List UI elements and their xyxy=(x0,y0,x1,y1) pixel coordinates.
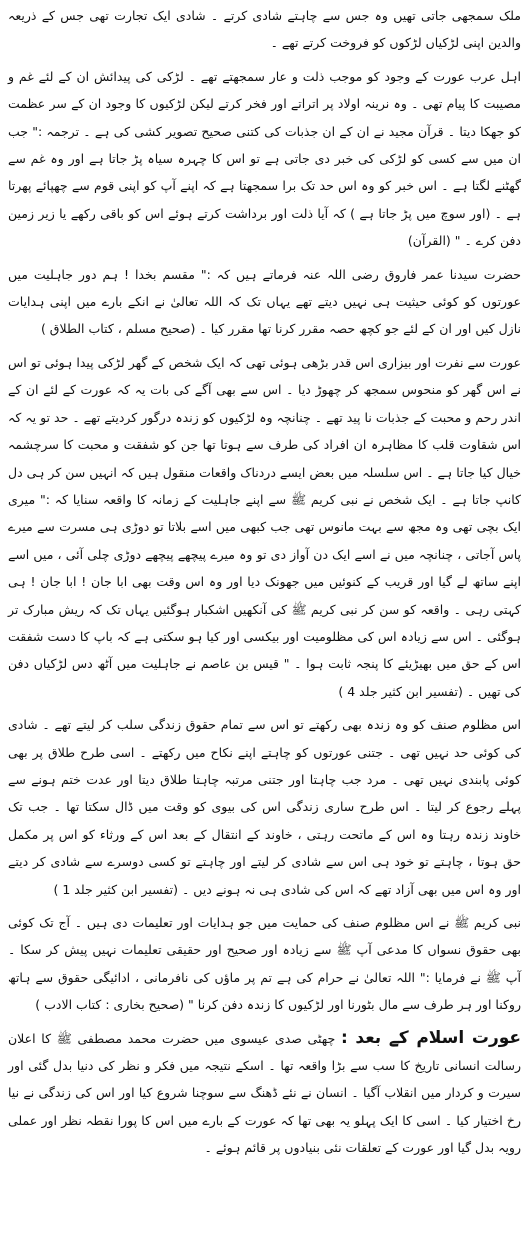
paragraph-5: اس مظلوم صنف کو وہ زندہ بھی رکھتے تو اس سے تمام حقوق زندگی سلب کر لیتے تھے ۔ شادی کی کوئی حد نہیں تھی ۔ جتنی عورتوں کو چاہتے اپنے نکاح میں رکھتے ۔ اسی طرح طلاق پر بھی کوئی پابندی نہیں تھی ۔ مرد جب چاہتا اور جتنی مرتبہ چاہتا طلاق دیتا اور عدت ختم ہونے سے پہلے رجوع کر لیتا ۔ اس طرح ساری زندگی اس کی بیوی کو وقت میں ڈال سکتا تھا ۔ جب تک خاوند زندہ رہتا وہ اس کے ماتحت رہتی ، خاوند کے انتقال کے بعد اس کے ورثاء کو اس پر مکمل حق ہوتا ، چاہتے تو خود ہی اس سے شادی کر لیتے اور چاہتے تو کسی دوسرے سے شادی کر دیتے اور وہ اس میں بھی آزاد تھے کہ اس کی شادی ہی نہ ہونے دیں ۔ (تفسیر ابن کثیر جلد 1 ) xyxy=(8,717,521,897)
paragraph-2: اہل عرب عورت کے وجود کو موجب ذلت و عار سمجھتے تھے ۔ لڑکی کی پیدائش ان کے لئے غم و مصیبت کا پیام تھی ۔ وہ نرینہ اولاد پر اتراتے اور فخر کرتے لیکن لڑکیوں کا وجود ان کے سر عظمت کو جھکا دیتا ۔ قرآن مجید نے ان کے ان جذبات کی کتنی صحیح تصویر کشی کی ہے ۔ ترجمہ :" جب ان میں سے کسی کو لڑکی کی خبر دی جاتی ہے تو اس کا چہرہ سیاہ پڑ جاتا ہے اور وہ غم سے گھٹنے لگتا ہے ۔ اس خبر کو وہ اس حد تک برا سمجھتا ہے کہ اپنے آپ کو اپنی قوم سے چھپائے پھرتا ہے ۔ (اور سوچ میں پڑ جاتا ہے ) کہ آیا ذلت اور برداشت کرتے ہوئے اس کو باقی رکھے یا زیر زمین دفن کرے ۔ " (القرآن) xyxy=(8,68,521,249)
paragraph-1: ملک سمجھی جاتی تھیں وہ جس سے چاہتے شادی کرتے ۔ شادی ایک تجارت تھی جس کے ذریعہ والدین اپنی لڑکیاں لڑکوں کو فروخت کرتے تھے ۔ xyxy=(8,8,521,51)
section-text: چھٹی صدی عیسوی میں حضرت محمد مصطفی ﷺ کا اعلان رسالت انسانی تاریخ کا سب سے بڑا واقعہ تھا ۔ اسکے نتیجہ میں فکر و نظر کی دنیا بدل گئی اور سیرت و کردار میں انقلاب آگیا ۔ انسان نے نئے ڈھنگ سے سوچنا شروع کیا اور اس کی زندگی نے نیا رخ اختیار کیا ۔ اسی کا ایک پہلو یہ بھی تھا کہ عورت کے بارے میں اس کا پورا نقطہ نظر اور عملی رویہ بدل گیا اور عورت کے تعلقات نئی بنیادوں پر قائم ہوئے ۔ xyxy=(8,1030,521,1156)
article-page xyxy=(8,0,521,1162)
section-heading: عورت اسلام کے بعد : xyxy=(340,1027,522,1048)
paragraph-6: نبی کریم ﷺ نے اس مظلوم صنف کی حمایت میں جو ہدایات اور تعلیمات دی ہیں ۔ آج تک کوئی بھی حقوق نسواں کا مدعی آپ ﷺ سے زیادہ اور صحیح اور حقیقی تعلیمات نہیں پیش کر سکا ۔ آپ ﷺ نے فرمایا :" اللہ تعالیٰ نے حرام کی ہے تم پر ماؤں کی نافرمانی ، ادائیگی حقوق سے ہاتھ روکنا اور ہر طرف سے مال بٹورنا اور لڑکیوں کا زندہ دفن کرنا " (صحیح بخاری : کتاب الادب ) xyxy=(8,915,521,1013)
section-paragraph xyxy=(8,1025,521,1162)
paragraph-4: عورت سے نفرت اور بیزاری اس قدر بڑھی ہوئی تھی کہ ایک شخص کے گھر لڑکی پیدا ہوئی تو اس نے اس گھر کو منحوس سمجھ کر چھوڑ دیا ۔ اس سے بھی آگے کی بات یہ کہ عورت کے لئے ان کے اندر رحم و محبت کے جذبات نا پید تھے ۔ چنانچہ وہ لڑکیوں کو زندہ درگور کردیتے تھے ۔ حد تو یہ کہ اس شقاوت قلب کا مظاہرہ ان افراد کی طرف سے ہوتا تھا جن کو شفقت و محبت کا سرچشمہ خیال کیا جاتا ہے ۔ اس سلسلہ میں بعض ایسے دردناک واقعات منقول ہیں کہ انہیں سن کر ہی دل کانپ جاتا ہے ۔ ایک شخص نے نبی کریم ﷺ سے اپنے جاہلیت کے زمانہ کا واقعہ سنایا کہ :" میری ایک بچی تھی وہ مجھ سے بہت مانوس تھی جب کبھی میں اسے بلاتا تو دوڑی ہی مسرت سے میرے پاس آجاتی ، چنانچہ میں نے اسے ایک دن آواز دی تو وہ میرے پیچھے پیچھے دوڑی چلی آئی ، میں اسے اپنے ساتھ لے گیا اور قریب کے کنوئیں میں جھونک دیا اور وہ اس وقت بھی ابا جان ! ابا جان ! ہی کہتی رہی ۔ واقعہ کو سن کر نبی کریم ﷺ کی آنکھیں اشکبار ہوگئیں یہاں تک کہ ریش مبارک تر ہوگئی ۔ اس سے زیادہ اس کی مظلومیت اور بیکسی اور کیا ہو سکتی ہے کہ باپ کا دست شفقت اس کے حق میں بھیڑیئے کا پنجہ ثابت ہوا ۔ " قیس بن عاصم نے جاہلیت میں آٹھ دس لڑکیاں دفن کی تھیں ۔ (تفسیر ابن کثیر جلد 4 ) xyxy=(8,354,521,699)
paragraph-3: حضرت سیدنا عمر فاروق رضی اللہ عنہ فرماتے ہیں کہ :" مقسم بخدا ! ہم دور جاہلیت میں عورتوں کو کوئی حیثیت ہی نہیں دیتے تھے یہاں تک کہ اللہ تعالیٰ نے انکے بارے میں اپنی ہدایات نازل کیں اور ان کے لئے جو کچھ حصہ مقرر کرنا تھا مقرر کیا ۔ (صحیح مسلم ، کتاب الطلاق ) xyxy=(8,266,521,337)
